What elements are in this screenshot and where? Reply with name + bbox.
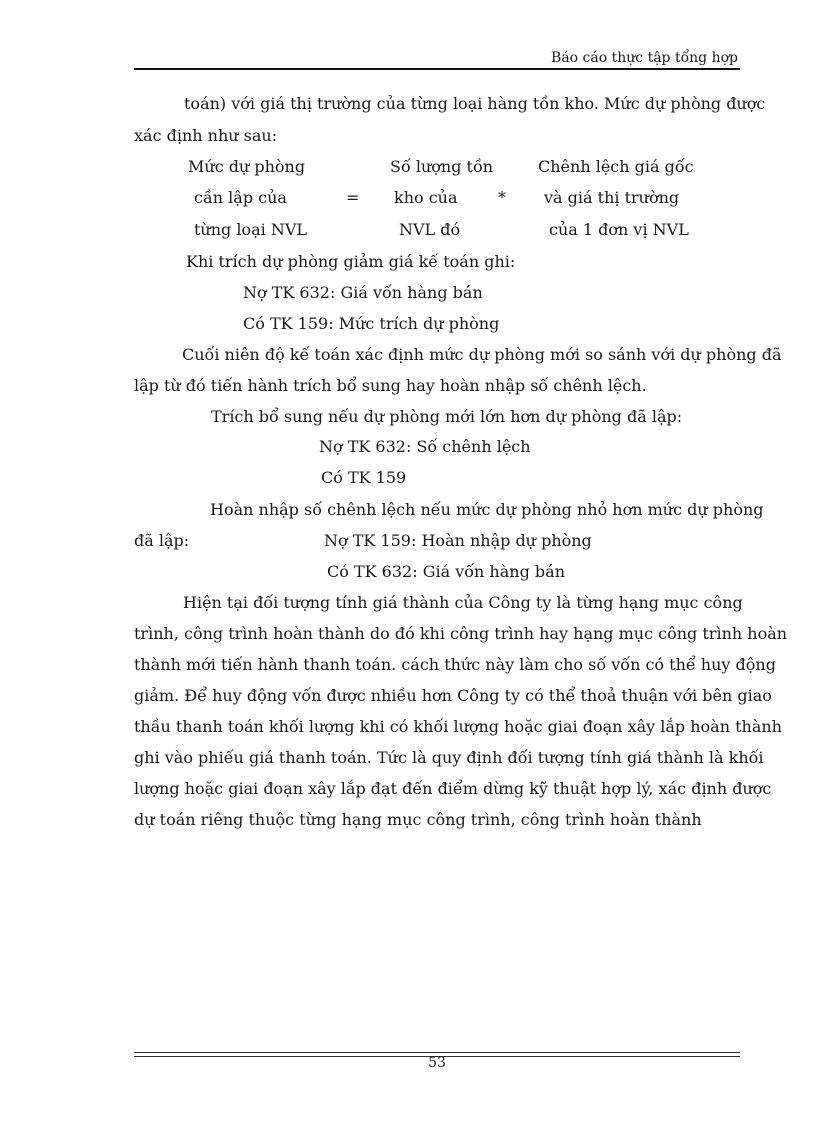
text-line: lượng hoặc giai đoạn xây lắp đạt đến điểm dừng kỹ thuật hợp lý, xác định được	[134, 779, 772, 798]
formula-cell: cần lập của	[194, 188, 287, 207]
formula-cell: Số lượng tồn	[390, 157, 494, 176]
text-line: Cuối niên độ kế toán xác định mức dự phòng mới so sánh với dự phòng đã	[182, 345, 782, 364]
formula-cell: và giá thị trường	[544, 188, 680, 207]
text-line: thầu thanh toán khối lượng khi có khối lượng hoặc giai đoạn xây lắp hoàn thành	[134, 717, 782, 736]
text-line: toán) với giá thị trường của từng loại hàng tồn kho. Mức dự phòng được	[184, 94, 766, 113]
text-line: Có TK 159	[321, 468, 407, 487]
text-line: xác định như sau:	[134, 126, 278, 145]
formula-cell: kho của	[394, 188, 458, 207]
formula-cell: NVL đó	[399, 220, 461, 239]
text-line: giảm. Để huy động vốn được nhiều hơn Công ty có thể thoả thuận với bên giao	[134, 686, 772, 705]
header-title: Báo cáo thực tập tổng hợp	[551, 50, 738, 66]
text-line: Hoàn nhập số chênh lệch nếu mức dự phòng nhỏ hơn mức dự phòng	[210, 500, 764, 519]
text-line: Có TK 159: Mức trích dự phòng	[243, 314, 500, 333]
text-line: thành mới tiến hành thanh toán. cách thức này làm cho số vốn có thể huy động	[134, 655, 776, 674]
text-line: lập từ đó tiến hành trích bổ sung hay hoàn nhập số chênh lệch.	[134, 376, 647, 395]
formula-multiply: *	[498, 188, 506, 207]
formula-cell: Chênh lệch giá gốc	[538, 157, 694, 176]
text-line: Khi trích dự phòng giảm giá kế toán ghi:	[186, 252, 516, 271]
formula-cell: của 1 đơn vị NVL	[549, 220, 689, 239]
text-line: Có TK 632: Giá vốn hàng bán	[327, 562, 565, 581]
text-line: đã lập:	[134, 531, 190, 550]
text-line: dự toán riêng thuộc từng hạng mục công trình, công trình hoàn thành	[134, 810, 702, 829]
footer-rule	[134, 1052, 740, 1053]
text-line: ghi vào phiếu giá thanh toán. Tức là quy định đối tượng tính giá thành là khối	[134, 748, 764, 767]
formula-cell: Mức dự phòng	[188, 157, 306, 176]
formula-equals: =	[346, 188, 360, 207]
text-line: Hiện tại đối tượng tính giá thành của Công ty là từng hạng mục công	[183, 593, 743, 612]
text-line: trình, công trình hoàn thành do đó khi công trình hay hạng mục công trình hoàn	[134, 624, 788, 643]
text-line: Nợ TK 159: Hoàn nhập dự phòng	[324, 531, 592, 550]
page-number: 53	[428, 1055, 446, 1071]
text-line: Trích bổ sung nếu dự phòng mới lớn hơn dự phòng đã lập:	[211, 407, 683, 426]
header-rule	[134, 68, 740, 70]
formula-cell: từng loại NVL	[194, 220, 308, 239]
text-line: Nợ TK 632: Số chênh lệch	[319, 437, 531, 456]
text-line: Nợ TK 632: Giá vốn hàng bán	[243, 283, 483, 302]
